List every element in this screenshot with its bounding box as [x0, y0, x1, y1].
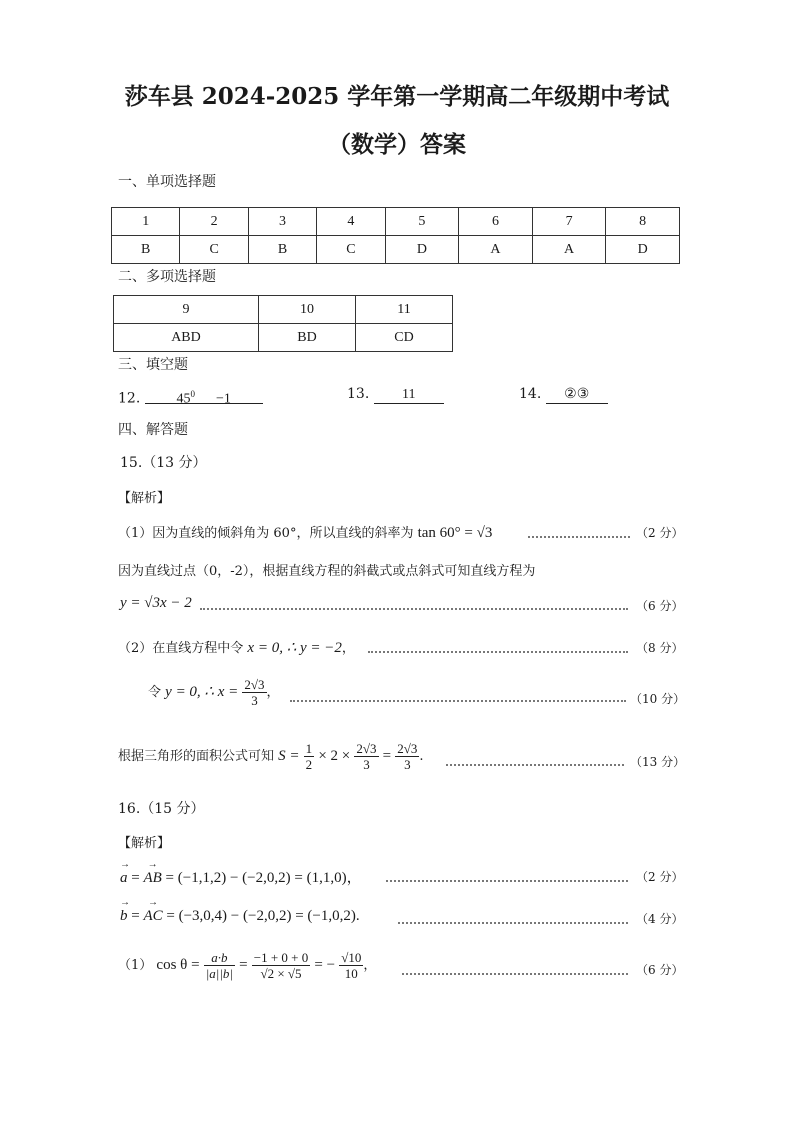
table-row — [112, 208, 680, 236]
fraction — [395, 741, 419, 772]
table-cell: C — [180, 236, 248, 264]
score-label: （10 分） — [630, 692, 686, 706]
fraction — [252, 950, 311, 981]
table-row — [112, 236, 680, 264]
answer-text: −1 — [216, 391, 231, 407]
fraction-numerator: 2√3 — [397, 741, 418, 756]
table-cell: 11 — [355, 296, 452, 324]
fraction-numerator: a·b — [204, 950, 235, 966]
table-cell: 3 — [248, 208, 316, 236]
answer-blank — [145, 386, 263, 407]
dot-leader — [528, 536, 630, 538]
q15-line-6-text: 根据三角形的面积公式可知 — [118, 749, 275, 764]
equals-minus: = − — [314, 957, 336, 973]
vector-ab: → AB — [143, 870, 161, 887]
table-cell: 7 — [532, 208, 606, 236]
table-row — [114, 324, 453, 352]
q15-line-6: 根据三角形的面积公式可知 S = $\frac{1}{2}$ × 2 × $\frac{2√3}{3}$ = $\frac{2√3}{3}$ . — [118, 741, 424, 772]
table-cell: 9 — [114, 296, 259, 324]
table-cell: 5 — [385, 208, 459, 236]
q16-header: 16.（15 分） — [118, 801, 205, 817]
fraction-denominator: 10 — [344, 966, 358, 981]
question-12 — [118, 386, 263, 407]
fraction-denominator: 3 — [404, 757, 411, 772]
section-solution-label: 四、解答题 — [118, 422, 188, 438]
area-symbol: S = — [278, 748, 300, 764]
answer-superscript: 0 — [190, 389, 196, 399]
q15-line-1 — [118, 522, 492, 542]
section-single-choice-label: 一、单项选择题 — [118, 174, 216, 190]
fraction — [339, 950, 363, 981]
table-cell: CD — [355, 324, 452, 352]
question-14 — [519, 386, 608, 404]
q16-analysis-label: 【解析】 — [118, 836, 171, 851]
q15-line-4: （2）在直线方程中令 x = 0, ∴ y = −2， — [118, 640, 355, 656]
score-label: （6 分） — [636, 963, 684, 977]
dot-leader — [402, 973, 628, 975]
table-cell: ABD — [114, 324, 259, 352]
vector-a: → a — [120, 870, 128, 887]
q16-line-2: → b = → AC = (−3,0,4) − (−2,0,2) = (−1,0,2). — [120, 908, 360, 925]
dot-leader — [290, 700, 626, 702]
table-cell: 10 — [258, 296, 355, 324]
table-cell: A — [459, 236, 533, 264]
section-fill-blank-label: 三、填空题 — [118, 357, 188, 373]
table-cell: 4 — [317, 208, 385, 236]
q16-line-1-rest: = (−1,1,2) − (−2,0,2) = (1,1,0) — [165, 870, 347, 886]
table-cell: D — [606, 236, 680, 264]
answer-blank — [374, 386, 444, 404]
fraction-denominator: 3 — [363, 757, 370, 772]
q15-header: 15.（13 分） — [120, 455, 207, 471]
fraction — [304, 741, 315, 772]
q15-line-5-math: y = 0, ∴ x = — [165, 684, 239, 700]
answer-text: ②③ — [564, 386, 590, 402]
answer-blank — [546, 386, 608, 404]
table-cell: A — [532, 236, 606, 264]
dot-leader — [200, 608, 628, 610]
dot-leader — [398, 922, 628, 924]
fraction-numerator: 1 — [305, 741, 313, 756]
table-cell: BD — [258, 324, 355, 352]
dot-leader — [386, 880, 628, 882]
score-label: （8 分） — [636, 641, 684, 655]
page-subtitle: （数学）答案 — [328, 131, 466, 158]
section-multi-choice-label: 二、多项选择题 — [118, 269, 216, 285]
question-number: 12. — [118, 390, 141, 407]
q15-analysis-label: 【解析】 — [118, 491, 171, 506]
q15-line-3-math: y = √3x − 2 — [120, 595, 192, 611]
fraction-denominator: 3 — [251, 693, 258, 708]
fraction-numerator: 2√3 — [356, 741, 377, 756]
score-label: （2 分） — [636, 870, 684, 884]
table-cell: 2 — [180, 208, 248, 236]
q16-line-2-rest: = (−3,0,4) − (−2,0,2) = (−1,0,2) — [166, 908, 356, 924]
fraction — [242, 677, 266, 708]
multi-choice-table — [113, 295, 453, 352]
question-13 — [347, 386, 444, 404]
cos-theta: cos θ = — [156, 957, 200, 973]
fraction-denominator: √2 × √5 — [260, 966, 302, 981]
table-cell: B — [248, 236, 316, 264]
table-row — [114, 296, 453, 324]
q15-line-1-math: tan 60° = √3 — [417, 525, 493, 541]
vector-b: → b — [120, 908, 128, 925]
vector-ac: → AC — [143, 908, 162, 925]
times-sign: × 2 × — [318, 748, 351, 764]
fraction — [354, 741, 378, 772]
single-choice-table — [111, 207, 680, 264]
question-number: 14. — [519, 386, 542, 402]
fraction-numerator: √10 — [341, 950, 362, 965]
q16-line-3: （1） cos θ = $\frac{a\cdot b}{|a||b|}$ = $\frac{-1 + 0 + 0}{√2 \times √5}$ = − $\frac{√10}{10}$ ， — [118, 950, 377, 981]
equals-sign: = — [382, 748, 392, 764]
table-cell: 6 — [459, 208, 533, 236]
dot-leader — [446, 764, 624, 766]
q15-line-4-math: x = 0, ∴ y = −2 — [247, 640, 342, 656]
table-cell: C — [317, 236, 385, 264]
score-label: （13 分） — [630, 755, 686, 769]
table-cell: 1 — [112, 208, 180, 236]
table-cell: B — [112, 236, 180, 264]
question-number: 13. — [347, 386, 370, 402]
score-label: （4 分） — [636, 912, 684, 926]
table-cell: 8 — [606, 208, 680, 236]
dot-leader — [368, 651, 628, 653]
table-cell: D — [385, 236, 459, 264]
fraction-numerator: −1 + 0 + 0 — [253, 950, 309, 965]
page-title: 莎车县 2024-2025 学年第一学期高二年级期中考试 — [124, 83, 670, 110]
q16-line-1: → a = → AB = (−1,1,2) − (−2,0,2) = (1,1,0)， — [120, 866, 362, 887]
score-label: （6 分） — [636, 599, 684, 613]
answer-text: 11 — [401, 387, 416, 402]
fraction-denominator: 2 — [305, 757, 313, 772]
answer-text: 45 — [176, 391, 191, 407]
q15-line-4-text: （2）在直线方程中令 — [118, 641, 244, 656]
q15-line-5-text: 令 — [148, 685, 162, 700]
fraction-denominator: |a||b| — [205, 966, 233, 981]
fraction — [204, 950, 235, 981]
fraction-numerator: 2√3 — [244, 677, 265, 692]
q15-line-2: 因为直线过点（0，-2），根据直线方程的斜截式或点斜式可知直线方程为 — [118, 564, 536, 579]
q16-line-3-label: （1） — [118, 958, 153, 973]
score-label: （2 分） — [636, 526, 684, 540]
q15-line-5: 令 y = 0, ∴ x = $\frac{2√3}{3}$ ， — [148, 677, 280, 708]
q15-line-1-text: （1）因为直线的倾斜角为 60°，所以直线的斜率为 — [118, 526, 414, 541]
